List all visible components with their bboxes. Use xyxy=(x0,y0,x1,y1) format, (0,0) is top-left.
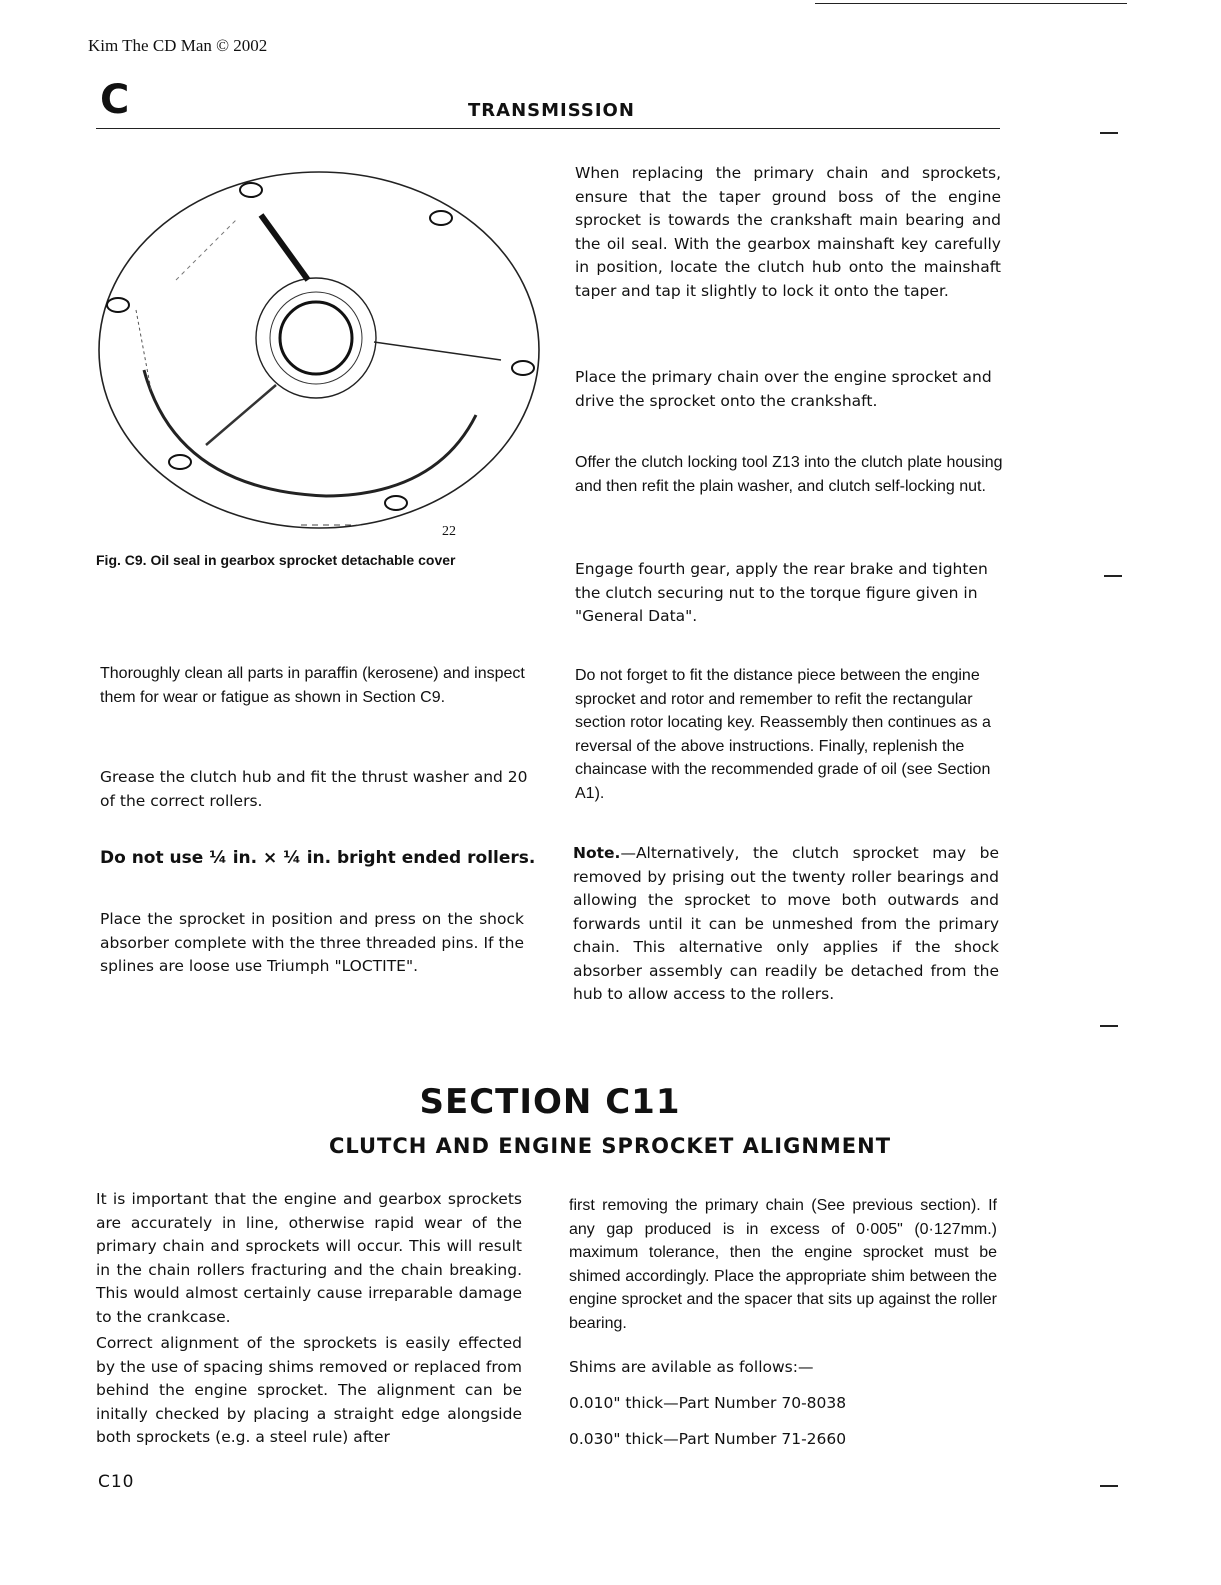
figure-caption: Fig. C9. Oil seal in gearbox sprocket detachable cover xyxy=(96,552,456,568)
rib-right xyxy=(374,342,501,360)
margin-tick xyxy=(1104,575,1122,577)
hub-middle xyxy=(270,292,362,384)
right-paragraph-distance-piece: Do not forget to fit the distance piece between the engine sprocket and rotor and remember to refit the rectangular section rotor locating key. Reassembly then continues as a reversal of the above instructions. Finally, replenish the chaincase with the recommended grade of oil (see Section A1). xyxy=(575,667,991,802)
oil-seal xyxy=(280,302,352,374)
right-paragraph-note xyxy=(573,842,999,1007)
bolt-hole xyxy=(240,183,262,197)
hub-outer xyxy=(256,278,376,398)
right-paragraph-replacing-chain: When replacing the primary chain and sprockets, ensure that the taper ground boss of the engine sprocket is towards the crankshaft main bearing and the oil seal. With the gearbox mainshaft key carefully in position, locate the clutch hub onto the mainshaft taper and tap it slightly to lock it onto the taper. xyxy=(575,164,1001,300)
roller-warning: Do not use ¼ in. × ¼ in. bright ended rollers. xyxy=(100,848,536,868)
oil-seal-cover-figure xyxy=(96,160,551,540)
cover-outline xyxy=(99,172,539,528)
right-paragraph-locking-tool: Offer the clutch locking tool Z13 into the clutch plate housing and then refit the plain washer, and clutch self-locking nut. xyxy=(575,454,1003,495)
shim-part-2: 0.030" thick—Part Number 71-2660 xyxy=(569,1430,847,1448)
note-label: Note. xyxy=(573,844,621,862)
bolt-hole xyxy=(107,298,129,312)
alignment-check-paragraph: first removing the primary chain (See previous section). If any gap produced is in excess of 0·005" (0·127mm.) maximum tolerance, then the engine sprocket must be shimed accordingly. Place the appropriate shim between the engine sprocket and the spacer that sits up against the roller bearing. xyxy=(569,1197,997,1332)
left-paragraph-grease-hub: Grease the clutch hub and fit the thrust washer and 20 of the correct rollers. xyxy=(100,768,528,810)
section-title: SECTION C11 xyxy=(419,1082,681,1122)
figure-label-number: 22 xyxy=(442,524,456,539)
page-number: C10 xyxy=(98,1472,135,1492)
shims-intro: Shims are avilable as follows:— xyxy=(569,1358,814,1376)
cover-inner-arc xyxy=(144,370,476,496)
top-edge-line xyxy=(815,3,1127,4)
section-letter: C xyxy=(100,77,130,123)
bolt-hole xyxy=(430,211,452,225)
left-paragraph-clean-parts: Thoroughly clean all parts in paraffin (kerosene) and inspect them for wear or fatigue as shown in Section C9. xyxy=(100,665,525,706)
right-paragraph-place-chain: Place the primary chain over the engine sprocket and drive the sprocket onto the crankshaft. xyxy=(575,368,992,410)
shim-part-1: 0.010" thick—Part Number 70-8038 xyxy=(569,1394,847,1412)
margin-tick xyxy=(1100,1025,1118,1027)
bolt-hole xyxy=(169,455,191,469)
page-title: TRANSMISSION xyxy=(468,100,635,121)
header-rule xyxy=(96,128,1000,129)
margin-tick xyxy=(1100,1485,1118,1487)
alignment-intro-paragraph: It is important that the engine and gearbox sprockets are accurately in line, otherwise rapid wear of the primary chain and sprockets will occur. This will result in the chain rollers fracturing and the chain breaking. This would almost certainly cause irreparable damage to the crankcase. xyxy=(96,1190,522,1326)
note-text: —Alternatively, the clutch sprocket may be removed by prising out the twenty roller bearings and allowing the sprocket to move both outwards and forwards until it can be unmeshed from the primary chain. This alternative only applies if the shock absorber assembly can readily be detached from the hub to allow access to the rollers. xyxy=(573,844,999,1003)
bolt-hole xyxy=(385,496,407,510)
right-paragraph-fourth-gear: Engage fourth gear, apply the rear brake and tighten the clutch securing nut to the torque figure given in "General Data". xyxy=(575,560,988,625)
section-subtitle: CLUTCH AND ENGINE SPROCKET ALIGNMENT xyxy=(328,1134,892,1158)
alignment-method-paragraph: Correct alignment of the sprockets is easily effected by the use of spacing shims removed or replaced from behind the engine sprocket. The alignment can be initally checked by placing a straight edge alongside both sprockets (e.g. a steel rule) after xyxy=(96,1334,522,1446)
left-paragraph-place-sprocket: Place the sprocket in position and press on the shock absorber complete with the three threaded pins. If the splines are loose use Triumph "LOCTITE". xyxy=(100,910,524,975)
rib-top xyxy=(261,215,308,280)
rib-left xyxy=(206,385,276,445)
shading-top xyxy=(176,220,236,280)
margin-tick xyxy=(1100,132,1118,134)
copyright-notice: Kim The CD Man © 2002 xyxy=(88,36,268,55)
bolt-hole xyxy=(512,361,534,375)
shading-left xyxy=(136,310,151,390)
